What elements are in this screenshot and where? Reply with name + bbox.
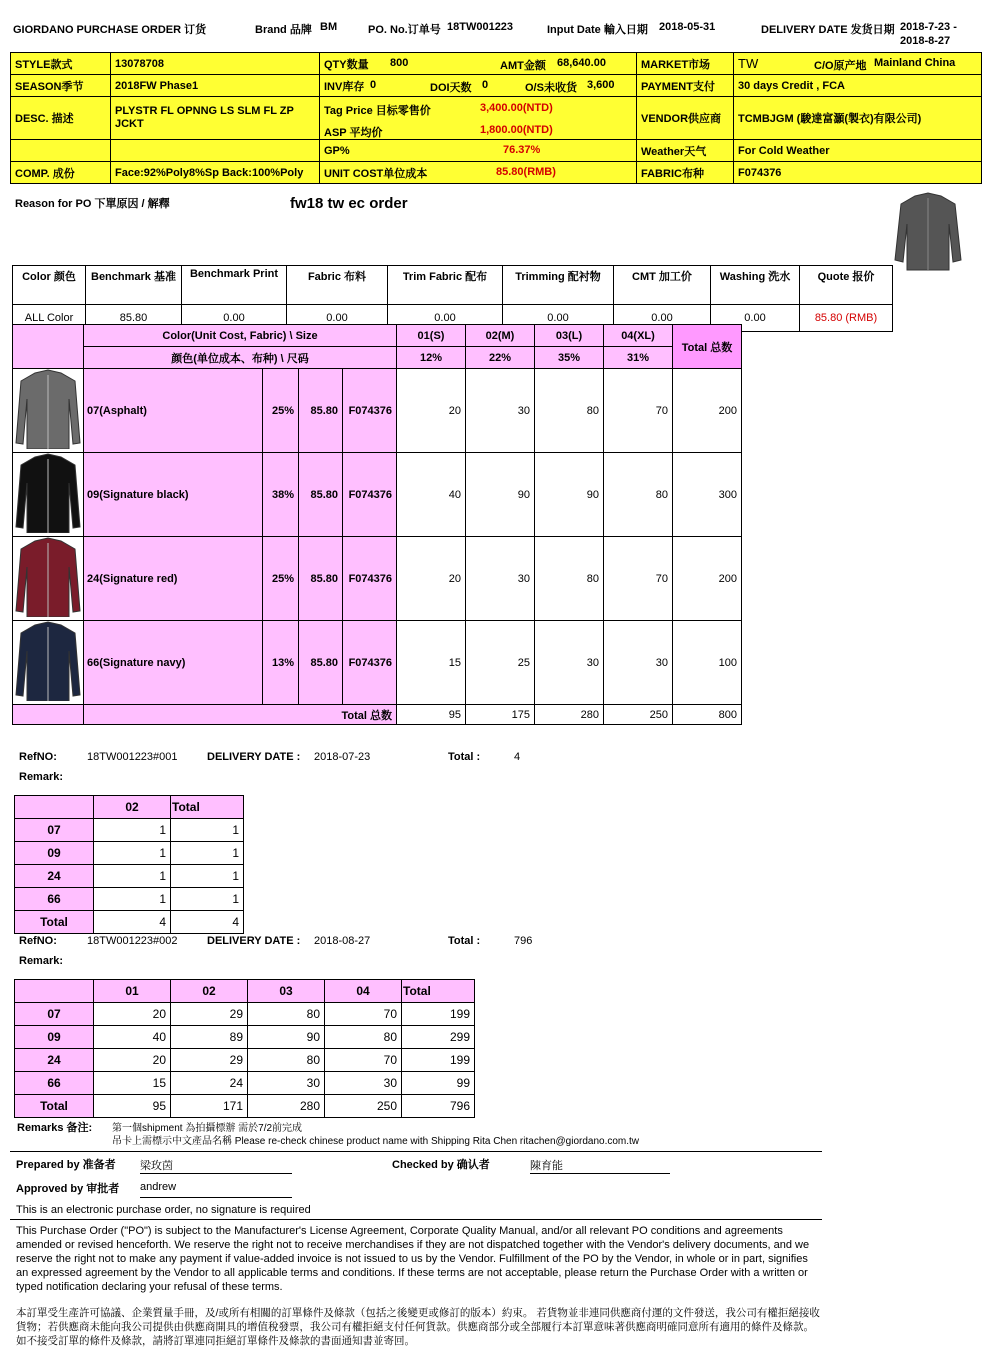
qty-cell: 70 [604, 369, 673, 453]
ship-col: Total [171, 796, 244, 819]
color-pct: 38% [263, 453, 299, 537]
color-fabric: F074376 [343, 453, 397, 537]
qty-cell: 299 [402, 1026, 475, 1049]
ship-col: 02 [94, 796, 171, 819]
color-row [13, 537, 742, 621]
ship-header-blank [15, 796, 94, 819]
qty-cell: 20 [94, 1049, 171, 1072]
cost-header: Trimming 配衬物 [503, 266, 614, 305]
gp-label: GP% [324, 144, 350, 157]
asp-value: 1,800.00(NTD) [480, 124, 553, 136]
remarks-label: Remarks 备注: [17, 1122, 93, 1134]
payment-label: PAYMENT支付 [637, 75, 734, 97]
prepared-by: 梁玫茵 [140, 1157, 292, 1174]
sum-label: Total 总数 [84, 705, 397, 725]
unit-cost-value: 85.80(RMB) [496, 166, 556, 178]
qty-cell: 90 [535, 453, 604, 537]
row-total: 300 [673, 453, 742, 537]
weather-value: For Cold Weather [734, 140, 982, 162]
ship-total: 796 [514, 935, 533, 947]
season-value: 2018FW Phase1 [111, 75, 320, 97]
remark-label: Remark: [19, 955, 64, 967]
cost-value: 0.00 [503, 305, 614, 332]
qty-cell: 70 [604, 537, 673, 621]
qty-cell: 99 [402, 1072, 475, 1095]
size-ratio: 35% [535, 347, 604, 369]
qty-cell: 80 [248, 1049, 325, 1072]
qty-cell: 20 [94, 1003, 171, 1026]
amt-value: 68,640.00 [557, 57, 606, 69]
size-name: 01(S) [397, 325, 466, 347]
qty-cell: 20 [397, 369, 466, 453]
po-number: 18TW001223 [447, 21, 514, 33]
qty-cell: 80 [325, 1026, 402, 1049]
qty-cell: 796 [402, 1095, 475, 1118]
qty-cell: 1 [171, 888, 244, 911]
color-swatch [13, 369, 84, 453]
info-table [10, 52, 982, 184]
row-label: Total [15, 1095, 94, 1118]
row-label: 09 [15, 1026, 94, 1049]
row-label: 07 [15, 1003, 94, 1026]
row-label: 66 [15, 888, 94, 911]
grand-total: 800 [673, 705, 742, 725]
table-row [15, 819, 244, 842]
amt-label: AMT金额 [500, 60, 546, 72]
market-value: TW [738, 56, 759, 71]
tag-price-label: Tag Price 目标零售价 [324, 105, 431, 117]
cost-header: Trim Fabric 配布 [388, 266, 503, 305]
qty-cell: 95 [94, 1095, 171, 1118]
co-value: Mainland China [874, 57, 956, 69]
sum-blank [13, 705, 84, 725]
style-value: 13078708 [111, 53, 320, 75]
cost-value: ALL Color [13, 305, 86, 332]
style-label: STYLE款式 [11, 53, 111, 75]
remarks-line-1: 第一個shipment 為拍攝標辦 需於7/2前完成 [112, 1123, 303, 1134]
sum-cell: 250 [604, 705, 673, 725]
qty-cell: 1 [171, 865, 244, 888]
sum-cell: 280 [535, 705, 604, 725]
delivery-date-label: DELIVERY DATE 发货日期 [761, 24, 895, 36]
ship-date-label: DELIVERY DATE : [207, 751, 301, 763]
qty-cell: 40 [94, 1026, 171, 1049]
vendor-value: TCMBJGM (駿達富灝(製衣)有限公司) [734, 97, 982, 140]
blank-cell [111, 140, 320, 162]
qty-cell: 171 [171, 1095, 248, 1118]
jacket-icon [15, 453, 81, 533]
cost-header: Fabric 布料 [287, 266, 388, 305]
sum-cell: 175 [466, 705, 535, 725]
jacket-icon [15, 537, 81, 617]
row-total: 200 [673, 369, 742, 453]
ship-col: Total [402, 980, 475, 1003]
qty-cell: 4 [94, 911, 171, 934]
qty-cell: 30 [325, 1072, 402, 1095]
delivery-date-end: 2018-8-27 [900, 35, 951, 47]
color-swatch [13, 537, 84, 621]
qty-cell: 4 [171, 911, 244, 934]
size-header-en: Color(Unit Cost, Fabric) \ Size [84, 325, 397, 347]
qty-cell: 199 [402, 1003, 475, 1026]
cost-value: 0.00 [182, 305, 287, 332]
quote-value: 85.80 (RMB) [800, 305, 893, 332]
os-label: O/S未收货 [525, 82, 577, 94]
ship-total-label: Total : [448, 935, 481, 947]
legal-english: This Purchase Order ("PO") is subject to the Manufacturer's License Agreement, Corporate Quality Manual, and/or all relevant PO conditions and agreements amended or revised henceforth. We reserve the right not to receive merchandises if they are not dispatched together with the Vendor's delivery documents, and we reserve the right not to make any payment if value-added invoice is not issued to us by the Vendor. Fulfillment of the PO by the Vendor, in whole or in part, signifies an expressed agreement by the Vendor to all applicable terms and conditions. If these terms are not acceptable, please return the Purchase Order with a written or typed notification declaring your refusal of these terms. [16, 1225, 810, 1293]
color-row [13, 621, 742, 705]
asp-label: ASP 平均价 [324, 127, 383, 139]
color-row [13, 453, 742, 537]
table-row [15, 911, 244, 934]
ship-col: 02 [171, 980, 248, 1003]
color-name: 24(Signature red) [84, 537, 263, 621]
sum-cell: 95 [397, 705, 466, 725]
ship-col: 04 [325, 980, 402, 1003]
doi-value: 0 [482, 79, 489, 91]
remark-label: Remark: [19, 771, 64, 783]
qty-cell: 25 [466, 621, 535, 705]
color-cost: 85.80 [299, 621, 343, 705]
vendor-label: VENDOR供应商 [637, 97, 734, 140]
jacket-thumbnail [893, 190, 963, 274]
payment-value: 30 days Credit , FCA [734, 75, 982, 97]
size-name: 03(L) [535, 325, 604, 347]
size-table [12, 324, 742, 725]
row-label: 66 [15, 1072, 94, 1095]
fabric-value: F074376 [734, 162, 982, 184]
inv-label: INV库存 [324, 80, 365, 93]
qty-cell: 89 [171, 1026, 248, 1049]
season-label: SEASON季节 [11, 75, 111, 97]
row-label: 07 [15, 819, 94, 842]
delivery-date-start: 2018-7-23 - [900, 21, 957, 33]
qty-cell: 80 [248, 1003, 325, 1026]
ship-col: 01 [94, 980, 171, 1003]
row-label: 24 [15, 1049, 94, 1072]
qty-cell: 29 [171, 1003, 248, 1026]
color-fabric: F074376 [343, 537, 397, 621]
cost-value: 0.00 [388, 305, 503, 332]
market-label: MARKET市场 [637, 53, 734, 75]
reason-text: fw18 tw ec order [290, 195, 408, 212]
cost-value: 0.00 [614, 305, 711, 332]
qty-cell: 20 [397, 537, 466, 621]
qty-cell: 70 [325, 1049, 402, 1072]
qty-cell: 30 [248, 1072, 325, 1095]
color-cost: 85.80 [299, 537, 343, 621]
input-date: 2018-05-31 [659, 21, 716, 33]
checked-label: Checked by 确认者 [392, 1159, 490, 1171]
qty-cell: 15 [397, 621, 466, 705]
row-label: Total [15, 911, 94, 934]
shipment1-table [14, 795, 244, 934]
color-swatch [13, 621, 84, 705]
qty-label: QTY数量 [324, 58, 369, 71]
checked-by: 陳育能 [530, 1157, 670, 1174]
jacket-icon [15, 621, 81, 701]
size-header-zh: 颜色(单位成本、布种) \ 尺码 [84, 347, 397, 369]
cost-value: 0.00 [711, 305, 800, 332]
cost-value: 85.80 [86, 305, 182, 332]
market-co-cell [734, 53, 982, 75]
ref-number: 18TW001223#001 [87, 751, 178, 763]
divider [10, 1219, 822, 1220]
co-label: C/O原产地 [814, 60, 867, 72]
weather-label: Weather天气 [637, 140, 734, 162]
unit-cost-cell [320, 162, 637, 184]
gp-cell [320, 140, 637, 162]
color-cost: 85.80 [299, 369, 343, 453]
qty-cell: 250 [325, 1095, 402, 1118]
cost-header: CMT 加工价 [614, 266, 711, 305]
blank-cell [11, 140, 111, 162]
cost-table [12, 265, 893, 332]
price-cell [320, 97, 637, 140]
cost-header: Quote 报价 [800, 266, 893, 305]
row-total: 200 [673, 537, 742, 621]
unit-cost-label: UNIT COST单位成本 [324, 167, 428, 180]
table-row [15, 842, 244, 865]
color-cost: 85.80 [299, 453, 343, 537]
input-date-label: Input Date 輸入日期 [547, 24, 648, 36]
inv-value: 0 [370, 79, 377, 91]
qty-cell: 1 [94, 819, 171, 842]
legal-chinese: 本訂單受生產許可協議、企業質量手冊，及/或所有相關的訂單條件及條款（包括之後變更或修訂的版本）約束。 若貨物並非連同供應商付運的文件發送，我公司有權拒絕接收貨物；若供應商未能向我公司提供由供應商開具的增值稅發票，我公司有權拒絕支付任何貨款。供應商部分或全部履行本訂單意味著供應商明確同意所有適用的條件及條款。如不接受訂單的條件及條款，請將訂單連同拒絕訂單條件及條款的書面通知書並寄回。 [16, 1307, 820, 1347]
qty-cell: 30 [604, 621, 673, 705]
cost-header: Benchmark 基准 [86, 266, 182, 305]
approved-by: andrew [140, 1181, 292, 1198]
os-value: 3,600 [587, 79, 615, 91]
qty-cell: 1 [94, 842, 171, 865]
brand-label: Brand 品牌 [255, 24, 312, 36]
qty-cell: 40 [397, 453, 466, 537]
color-name: 09(Signature black) [84, 453, 263, 537]
color-row [13, 369, 742, 453]
color-fabric: F074376 [343, 369, 397, 453]
ship-date: 2018-07-23 [314, 751, 371, 763]
ref-label: RefNO: [19, 751, 57, 763]
qty-cell: 30 [535, 621, 604, 705]
desc-value: PLYSTR FL OPNNG LS SLM FL ZP JCKT [111, 97, 320, 140]
qty-cell: 70 [325, 1003, 402, 1026]
desc-label: DESC. 描述 [11, 97, 111, 140]
qty-cell: 24 [171, 1072, 248, 1095]
qty-cell: 90 [466, 453, 535, 537]
shipment2-table [14, 979, 475, 1118]
po-number-label: PO. No.订单号 [368, 24, 441, 36]
size-name: 04(XL) [604, 325, 673, 347]
brand-value: BM [320, 21, 338, 33]
size-ratio: 31% [604, 347, 673, 369]
comp-value: Face:92%Poly8%Sp Back:100%Poly [111, 162, 320, 184]
size-ratio: 12% [397, 347, 466, 369]
color-pct: 25% [263, 369, 299, 453]
table-row [15, 1072, 475, 1095]
size-name: 02(M) [466, 325, 535, 347]
divider [10, 1151, 822, 1152]
row-total: 100 [673, 621, 742, 705]
size-header-blank [13, 325, 84, 369]
color-fabric: F074376 [343, 621, 397, 705]
ship-total-label: Total : [448, 751, 481, 763]
cost-value: 0.00 [287, 305, 388, 332]
table-row [15, 888, 244, 911]
color-name: 66(Signature navy) [84, 621, 263, 705]
color-name: 07(Asphalt) [84, 369, 263, 453]
cost-header: Color 颜色 [13, 266, 86, 305]
doi-label: DOI天数 [430, 82, 472, 94]
jacket-icon [15, 369, 81, 449]
ship-header-blank [15, 980, 94, 1003]
tag-price-value: 3,400.00(NTD) [480, 102, 553, 114]
qty-value: 800 [390, 57, 409, 69]
row-label: 24 [15, 865, 94, 888]
table-row [15, 1095, 475, 1118]
qty-cell: 80 [604, 453, 673, 537]
ship-col: 03 [248, 980, 325, 1003]
qty-cell: 90 [248, 1026, 325, 1049]
qty-cell: 1 [171, 819, 244, 842]
row-label: 09 [15, 842, 94, 865]
ref-label: RefNO: [19, 935, 57, 947]
qty-cell: 30 [466, 537, 535, 621]
ship-date-label: DELIVERY DATE : [207, 935, 301, 947]
color-pct: 13% [263, 621, 299, 705]
gp-value: 76.37% [503, 144, 541, 156]
qty-cell: 80 [535, 537, 604, 621]
fabric-label: FABRIC布种 [637, 162, 734, 184]
electronic-note: This is an electronic purchase order, no signature is required [16, 1204, 311, 1216]
total-header: Total 总数 [673, 325, 742, 369]
ship-total: 4 [514, 751, 521, 763]
prepared-label: Prepared by 准备者 [16, 1159, 116, 1171]
table-row [15, 1026, 475, 1049]
qty-cell: 199 [402, 1049, 475, 1072]
qty-cell: 1 [94, 865, 171, 888]
qty-cell: 1 [171, 842, 244, 865]
ref-number: 18TW001223#002 [87, 935, 178, 947]
remarks-line-2: 吊卡上需標示中文產品名稱 Please re-check chinese product name with Shipping Rita Chen ritachen@giordano.com.tw [112, 1136, 640, 1147]
qty-cell: 280 [248, 1095, 325, 1118]
ship-date: 2018-08-27 [314, 935, 371, 947]
po-title: GIORDANO PURCHASE ORDER 订货 [13, 24, 207, 36]
inv-cell [320, 75, 637, 97]
cost-header: Benchmark Print [182, 266, 287, 305]
size-ratio: 22% [466, 347, 535, 369]
table-row [15, 1003, 475, 1026]
qty-cell: 15 [94, 1072, 171, 1095]
qty-cell: 29 [171, 1049, 248, 1072]
color-pct: 25% [263, 537, 299, 621]
table-row [15, 865, 244, 888]
qty-cell: 30 [466, 369, 535, 453]
table-row [15, 1049, 475, 1072]
comp-label: COMP. 成份 [11, 162, 111, 184]
cost-header: Washing 洗水 [711, 266, 800, 305]
qty-cell: 1 [94, 888, 171, 911]
qty-amt-cell [320, 53, 637, 75]
reason-label: Reason for PO 下單原因 / 解釋 [15, 198, 170, 210]
qty-cell: 80 [535, 369, 604, 453]
color-swatch [13, 453, 84, 537]
approved-label: Approved by 审批者 [16, 1183, 120, 1195]
